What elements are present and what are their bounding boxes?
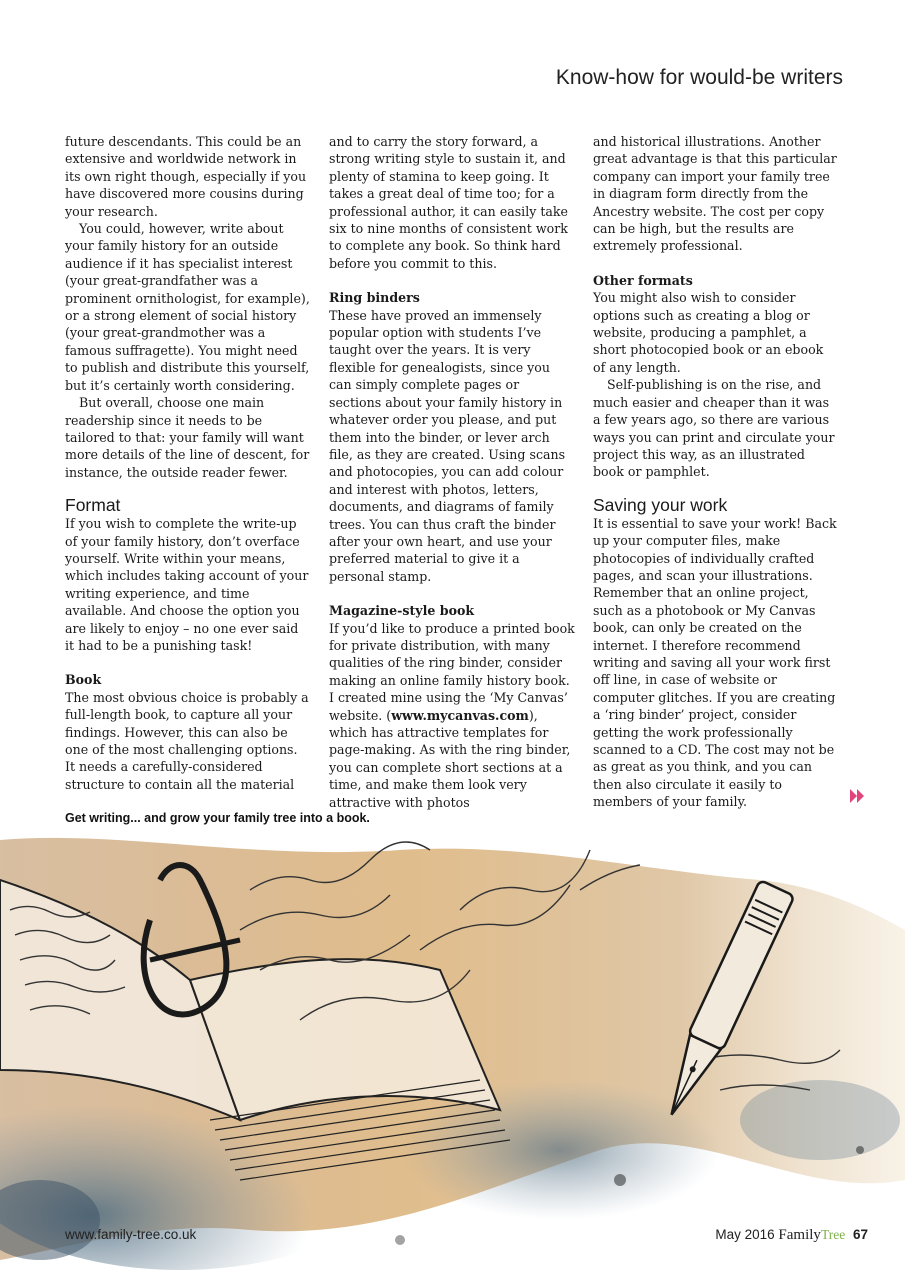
paragraph bbox=[329, 620, 575, 811]
footer-url[interactable]: www.family-tree.co.uk bbox=[65, 1227, 197, 1242]
paragraph: You could, however, write about your family history for an outside audience if it has specialist interest (your great-grandfather was a prominent ornithologist, for example), or a strong element of social history (your great-grandmother was a famous suffragette). You might need to publish and distribute this yourself, but it’s certainly worth considering. bbox=[65, 221, 310, 393]
section-title: Know-how for would-be writers bbox=[555, 66, 843, 89]
heading-saving-your-work: Saving your work bbox=[593, 494, 728, 515]
heading-magazine-style-book: Magazine-style book bbox=[329, 603, 475, 619]
column-3 bbox=[593, 133, 839, 811]
heading-other-formats: Other formats bbox=[593, 272, 693, 288]
paragraph: Self-publishing is on the rise, and much easier and cheaper than it was a few years ago, so there are various ways you can print and circulate your project this way, as an illustrated book or pamphlet. bbox=[593, 377, 835, 480]
continue-arrow-icon bbox=[850, 789, 866, 803]
paragraph: These have proved an immensely popular option with students I’ve taught over the years. It is very flexible for genealogists, since you can simply complete pages or sections about your family history in whatever order you please, and put them into the binder, or lever arch file, as they are created. Using scans and photocopies, you can add colour and interest with photos, letters, documents, and diagrams of family trees. You can thus craft the binder after your own heart, and use your preferred material to give it a personal stamp. bbox=[329, 307, 566, 584]
page-number: 67 bbox=[852, 1227, 868, 1242]
paragraph: You might also wish to consider options such as creating a blog or website, producing a pamphlet, a short photocopied book or an ebook of any length. bbox=[593, 290, 824, 375]
heading-ring-binders: Ring binders bbox=[329, 290, 420, 306]
paragraph: But overall, choose one main readership since it needs to be tailored to that: your family will want more details of the line of descent, for instance, the outside reader fewer. bbox=[65, 395, 310, 480]
brand-family: Family bbox=[778, 1227, 821, 1243]
mycanvas-link[interactable]: www.mycanvas.com bbox=[391, 707, 529, 723]
heading-format: Format bbox=[65, 495, 121, 516]
heading-book: Book bbox=[65, 672, 102, 688]
issue-date: May 2016 bbox=[715, 1227, 775, 1242]
column-1 bbox=[65, 133, 311, 793]
paragraph: and historical illustrations. Another great advantage is that this particular company can import your family tree in diagram form directly from the Ancestry website. The cost per copy can be high, but the results are extremely professional. bbox=[593, 134, 837, 254]
paragraph: and to carry the story forward, a strong writing style to sustain it, and plenty of stamina to keep going. It takes a great deal of time too; for a professional author, it can easily take six to nine months of consistent work to complete any book. So think hard before you commit to this. bbox=[329, 134, 568, 271]
paragraph: If you wish to complete the write-up of your family history, don’t overface yourself. Write within your means, which includes taking account of your writing experience, and time available. And choose the option you are likely to enjoy – no one ever said it had to be a punishing task! bbox=[65, 516, 309, 653]
column-2 bbox=[329, 133, 575, 811]
paragraph: It is essential to save your work! Back up your computer files, make photocopies of individually crafted pages, and scan your illustrations. Remember that an online project, such as a photobook or My Canvas book, can only be created on the internet. I therefore recommend writing and saving all your work first off line, in case of website or computer glitches. If you are creating a ‘ring binder’ project, consider getting the work professionally scanned to a CD. The cost may not be as great as you think, and you can then also circulate it easily to members of your family. bbox=[593, 515, 837, 810]
paragraph: The most obvious choice is probably a full-length book, to capture all your findings. However, this can also be one of the most challenging options. It needs a carefully-considered structure to contain all the material bbox=[65, 689, 309, 792]
book-and-pen-illustration bbox=[0, 820, 905, 1280]
brand-tree: Tree bbox=[820, 1227, 846, 1242]
paragraph: future descendants. This could be an extensive and worldwide network in its own right though, especially if you have discovered more cousins during your research. bbox=[65, 134, 307, 219]
footer-issue-brand bbox=[715, 1227, 868, 1244]
paragraph-text: ), which has attractive templates for page-making. As with the ring binder, you can complete short sections at a time, and make them look very attractive with photos bbox=[329, 707, 571, 810]
paragraph-text: If you’d like to produce a printed book for private distribution, with many qualities of the ring binder, consider making an online family history book. I created mine using the ‘My Canvas’ website. ( bbox=[329, 620, 575, 723]
illustration-caption: Get writing... and grow your family tree into a book. bbox=[65, 811, 370, 825]
